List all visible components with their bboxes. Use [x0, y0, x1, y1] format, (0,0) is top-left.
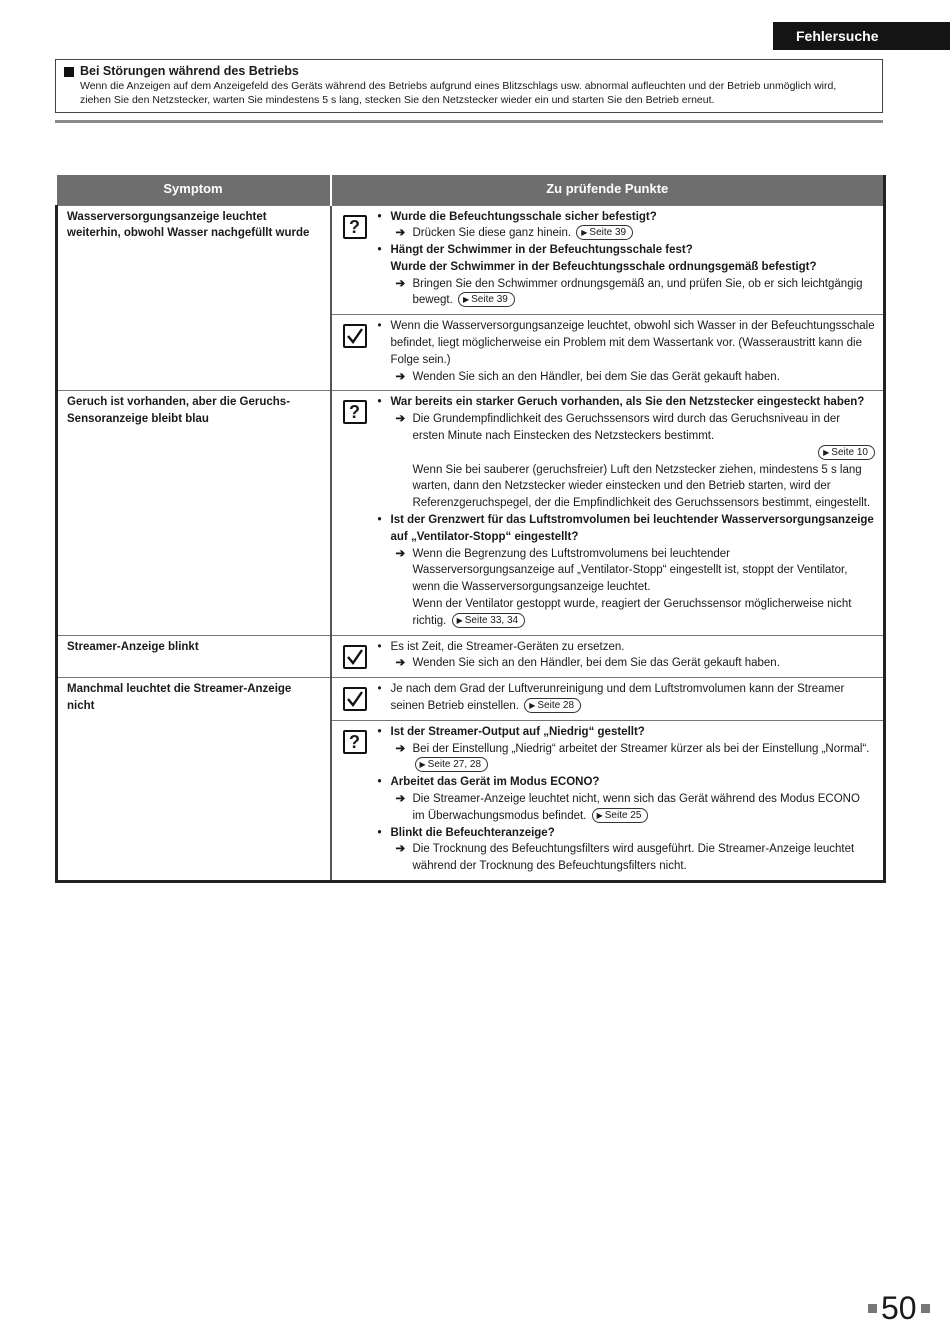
check-block: [332, 678, 884, 720]
question-block: [332, 720, 884, 880]
answer-item: ➔ Wenden Sie sich an den Händler, bei dem Sie das Gerät gekauft haben.: [378, 369, 876, 386]
notice-line-1: Wenn die Anzeigen auf dem Anzeigefeld des Geräts während des Betriebs aufgrund eines Blitzschlags usw. abnormal aufleuchten und der Betrieb unmöglich wird,: [80, 80, 837, 92]
symptom-cell: Geruch ist vorhanden, aber die Geruchs-Sensoranzeige bleibt blau: [57, 391, 331, 635]
header-checks: Zu prüfende Punkte: [331, 175, 885, 205]
answer-item: ➔ Drücken Sie diese ganz hinein. ▶ Seite 39: [378, 225, 876, 242]
question-item: • Arbeitet das Gerät im Modus ECONO?: [378, 774, 876, 791]
page-ref: ▶ Seite 27, 28: [415, 757, 489, 772]
section-tab: Fehlersuche: [773, 22, 950, 50]
header-symptom: Symptom: [57, 175, 331, 205]
info-item: • Wenn die Wasserversorgungsanzeige leuchtet, obwohl sich Wasser in der Befeuchtungsschale befindet, liegt möglicherweise ein Problem mit dem Wassertank vor. (Wasseraustritt kann die Folge sein.): [378, 318, 876, 368]
table-row: [57, 391, 885, 635]
answer-item: ➔ Die Streamer-Anzeige leuchtet nicht, wenn sich das Gerät während des Modus ECONO im Überwachungsmodus befindet. ▶ Seite 25: [395, 793, 860, 822]
question-block: [332, 391, 884, 634]
notice-title: [64, 64, 874, 79]
notice-line-2: ziehen Sie den Netzstecker, warten Sie mindestens 5 s lang, stecken Sie den Netzstecker wieder ein und starten Sie den Betrieb erneut.: [80, 94, 715, 106]
question-icon: ?: [343, 400, 367, 424]
question-item: • Ist der Streamer-Output auf „Niedrig“ gestellt?: [378, 724, 876, 741]
checks-cell: [331, 678, 885, 882]
page-ref: ▶ Seite 33, 34: [452, 613, 526, 628]
question-item: • Ist der Grenzwert für das Luftstromvolumen bei leuchtender Wasserversorgungsanzeige auf „Ventilator-Stopp“ eingestellt?: [378, 512, 876, 546]
question-block: [332, 206, 884, 315]
answer-item: ➔ Bei der Einstellung „Niedrig“ arbeitet der Streamer kürzer als bei der Einstellung „Normal“. ▶ Seite 27, 28: [395, 742, 870, 771]
divider: [55, 120, 883, 123]
notice-box: [55, 59, 883, 113]
answer-item: ➔ Die Trocknung des Befeuchtungsfilters wird ausgeführt. Die Streamer-Anzeige leuchtet während der Trocknung des Befeuchtungsfilters nicht.: [395, 843, 855, 873]
page-ref: ▶ Seite 39: [576, 225, 633, 240]
arrow-icon: ➔: [395, 227, 406, 240]
answer-detail: Wenn der Ventilator gestoppt wurde, reagiert der Geruchssensor möglicherweise nicht richtig. ▶ Seite 33, 34: [412, 598, 852, 627]
symptom-cell: Manchmal leuchtet die Streamer-Anzeige nicht: [57, 678, 331, 882]
question-item: • Hängt der Schwimmer in der Befeuchtungsschale fest? Wurde der Schwimmer in der Befeuchtungsschale ordnungsgemäß befestigt?: [378, 242, 876, 276]
question-icon: ?: [343, 215, 367, 239]
checkmark-icon: [343, 645, 367, 669]
page-ref: ▶ Seite 10: [818, 445, 875, 460]
page-number: 50: [868, 1288, 938, 1328]
checks-cell: [331, 391, 885, 635]
info-item: • Je nach dem Grad der Luftverunreinigung und dem Luftstromvolumen kann der Streamer seinen Betrieb einstellen. ▶ Seite 28: [378, 681, 876, 715]
question-item: • Blinkt die Befeuchteranzeige?: [378, 825, 876, 842]
troubleshooting-table: [55, 175, 886, 883]
answer-item: ➔ Die Grundempfindlichkeit des Geruchssensors wird durch das Geruchsniveau in der ersten Minute nach Einstecken des Netzsteckers bestimmt.: [395, 413, 841, 443]
question-icon: ?: [343, 730, 367, 754]
arrow-icon: ➔: [395, 413, 406, 426]
arrow-icon: ➔: [395, 277, 406, 290]
square-bullet-icon: [64, 67, 74, 77]
symptom-cell: Wasserversorgungsanzeige leuchtet weiterhin, obwohl Wasser nachgefüllt wurde: [57, 205, 331, 391]
answer-detail: Wenn Sie bei sauberer (geruchsfreier) Luft den Netzstecker ziehen, mindestens 5 s lang warten, dann den Netzstecker wieder einstecken und den Betrieb starten, wird der Referenzgeruchspegel, der die Empfindlichkeit des Geruchssensors bestimmt, eingestellt.: [412, 463, 871, 510]
info-item: • Es ist Zeit, die Streamer-Geräten zu ersetzen.: [378, 639, 876, 656]
table-header-row: [57, 175, 885, 205]
arrow-icon: ➔: [395, 547, 406, 560]
checkmark-icon: [343, 687, 367, 711]
checks-cell: [331, 205, 885, 391]
check-block: [332, 636, 884, 678]
symptom-cell: Streamer-Anzeige blinkt: [57, 635, 331, 678]
checks-cell: [331, 635, 885, 678]
square-bullet-icon: [921, 1304, 930, 1313]
question-item: • War bereits ein starker Geruch vorhanden, als Sie den Netzstecker eingesteckt haben?: [378, 394, 876, 411]
checkmark-icon: [343, 324, 367, 348]
arrow-icon: ➔: [395, 657, 406, 670]
answer-item: ➔ Bringen Sie den Schwimmer ordnungsgemäß an, und prüfen Sie, ob er sich leichtgängig bewegt. ▶ Seite 39: [395, 277, 863, 307]
arrow-icon: ➔: [395, 843, 406, 856]
page-ref: ▶ Seite 39: [458, 292, 515, 307]
question-item: • Wurde die Befeuchtungsschale sicher befestigt?: [378, 209, 876, 226]
check-block: [332, 314, 884, 390]
page-ref: ▶ Seite 28: [524, 698, 581, 713]
table-row: [57, 678, 885, 882]
answer-item: ➔ Wenden Sie sich an den Händler, bei dem Sie das Gerät gekauft haben.: [378, 655, 876, 672]
page-ref: ▶ Seite 25: [592, 808, 649, 823]
answer-item: ➔ Wenn die Begrenzung des Luftstromvolumens bei leuchtender Wasserversorgungsanzeige auf „Ventilator-Stopp“ eingestellt ist, stoppt der Ventilator, wenn die Wasserversorgungsanzeige leuchtet.: [395, 547, 848, 594]
table-row: [57, 205, 885, 391]
arrow-icon: ➔: [395, 793, 406, 805]
arrow-icon: ➔: [395, 742, 406, 755]
square-bullet-icon: [868, 1304, 877, 1313]
arrow-icon: ➔: [395, 370, 406, 383]
table-row: [57, 635, 885, 678]
notice-title-text: Bei Störungen während des Betriebs: [80, 64, 299, 78]
